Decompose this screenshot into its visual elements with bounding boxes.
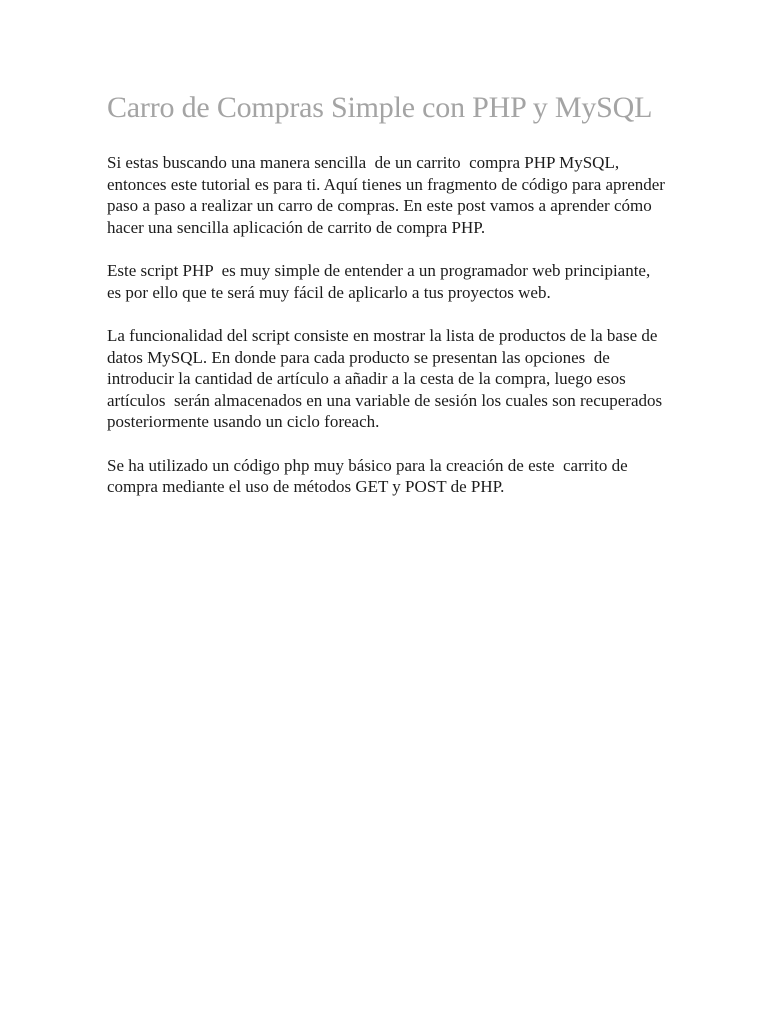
paragraph-intro: Si estas buscando una manera sencilla de un carrito compra PHP MySQL, entonces este tutorial es para ti. Aquí tienes un fragmento de código para aprender paso a paso a realizar un carro de compras. En este post vamos a aprender cómo hacer una sencilla aplicación de carrito de compra PHP. bbox=[107, 153, 670, 237]
paragraph-methods: Se ha utilizado un código php muy básico para la creación de este carrito de compra mediante el uso de métodos GET y POST de PHP. bbox=[107, 455, 632, 496]
paragraph-script-description: Este script PHP es muy simple de entender a un programador web principiante, es por ello que te será muy fácil de aplicarlo a tus proyectos web. bbox=[107, 261, 655, 302]
document-title: Carro de Compras Simple con PHP y MySQL bbox=[107, 91, 653, 124]
paragraph-functionality: La funcionalidad del script consiste en mostrar la lista de productos de la base de datos MySQL. En donde para cada producto se presentan las opciones de introducir la cantidad de artículo a añadir a la cesta de la compra, luego esos artículos serán almacenados en una variable de sesión los cuales son recuperados posteriormente usando un ciclo foreach. bbox=[107, 326, 667, 431]
document-page bbox=[107, 90, 670, 520]
